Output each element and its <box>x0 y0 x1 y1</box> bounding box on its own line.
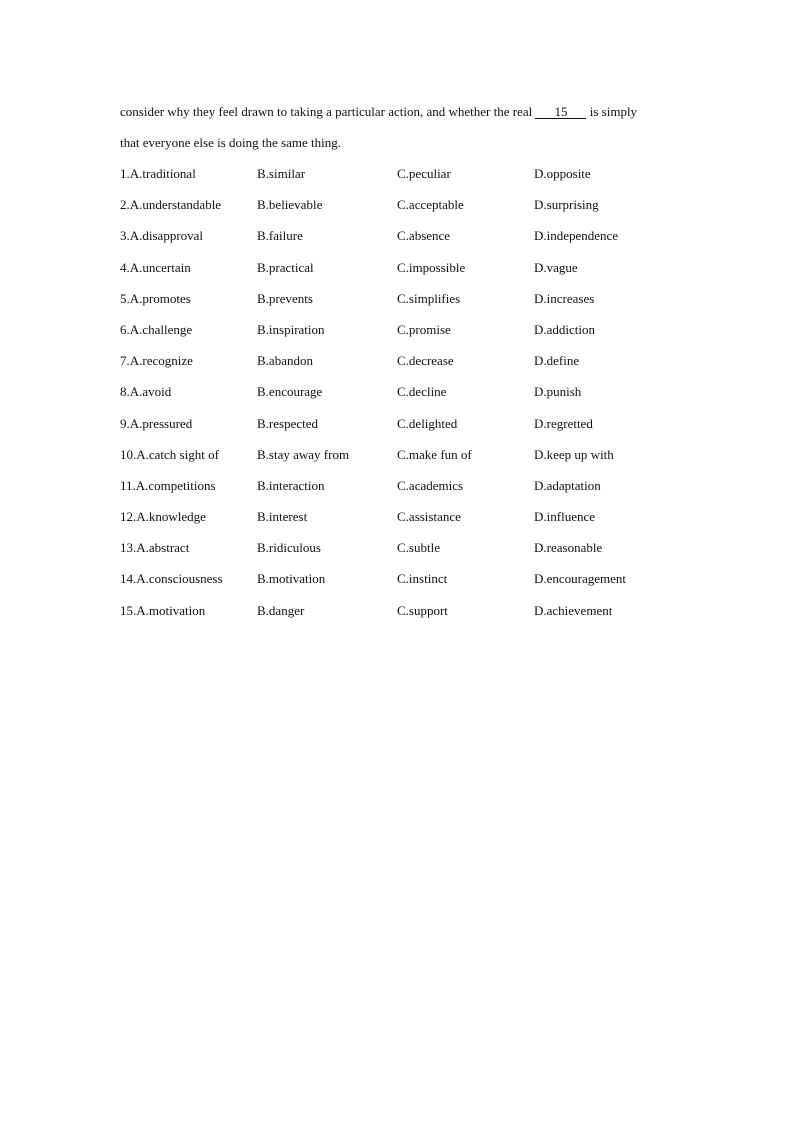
option-b: B.prevents <box>257 290 313 306</box>
passage-text-before-blank: consider why they feel drawn to taking a particular action, and whether the real <box>120 104 533 119</box>
option-b: B.abandon <box>257 353 313 369</box>
question-row <box>120 509 680 540</box>
option-a: 15.A.motivation <box>120 602 206 618</box>
option-c: C.make fun of <box>397 446 472 462</box>
question-row <box>120 478 680 509</box>
option-a: 12.A.knowledge <box>120 509 206 525</box>
option-a: 2.A.understandable <box>120 197 222 213</box>
option-d: D.punish <box>534 384 582 400</box>
option-b: B.danger <box>257 602 305 618</box>
option-c: C.acceptable <box>397 197 464 213</box>
option-a: 13.A.abstract <box>120 540 190 556</box>
passage-line-1 <box>120 104 637 120</box>
option-a: 6.A.challenge <box>120 321 193 337</box>
question-row <box>120 197 680 228</box>
option-a: 5.A.promotes <box>120 290 191 306</box>
option-b: B.inspiration <box>257 321 325 337</box>
option-b: B.failure <box>257 228 303 244</box>
option-b: B.interest <box>257 509 308 525</box>
option-c: C.peculiar <box>397 166 451 181</box>
option-d: D.adaptation <box>534 477 601 493</box>
question-row <box>120 228 680 259</box>
option-d: D.achievement <box>534 602 613 618</box>
option-d: D.keep up with <box>534 446 614 462</box>
option-c: C.absence <box>397 228 451 244</box>
question-row <box>120 166 680 197</box>
question-row <box>120 353 680 384</box>
option-b: B.practical <box>257 259 314 275</box>
question-row <box>120 571 680 602</box>
answer-options-list <box>120 166 680 634</box>
question-row <box>120 322 680 353</box>
option-c: C.subtle <box>397 540 440 556</box>
option-a: 8.A.avoid <box>120 384 172 400</box>
option-b: B.believable <box>257 197 323 213</box>
option-d: D.independence <box>534 228 619 244</box>
question-row <box>120 447 680 478</box>
question-row <box>120 291 680 322</box>
question-row <box>120 416 680 447</box>
option-b: B.motivation <box>257 571 326 587</box>
option-d: D.addiction <box>534 321 596 337</box>
option-a: 1.A.traditional <box>120 166 196 181</box>
question-row <box>120 603 680 634</box>
option-c: C.academics <box>397 477 464 493</box>
option-c: C.impossible <box>397 259 466 275</box>
option-a: 7.A.recognize <box>120 353 193 369</box>
option-a: 10.A.catch sight of <box>120 446 219 462</box>
option-c: C.assistance <box>397 509 461 525</box>
option-c: C.decrease <box>397 353 454 369</box>
option-c: C.decline <box>397 384 447 400</box>
option-d: D.encouragement <box>534 571 627 587</box>
option-d: D.opposite <box>534 166 591 181</box>
option-d: D.define <box>534 353 580 369</box>
option-b: B.stay away from <box>257 446 350 462</box>
question-row <box>120 260 680 291</box>
option-a: 11.A.competitions <box>120 477 216 493</box>
option-a: 14.A.consciousness <box>120 571 223 587</box>
option-b: B.interaction <box>257 477 325 493</box>
option-b: B.ridiculous <box>257 540 321 556</box>
option-b: B.respected <box>257 415 319 431</box>
option-a: 3.A.disapproval <box>120 228 204 244</box>
option-d: D.reasonable <box>534 540 603 556</box>
option-d: D.influence <box>534 509 596 525</box>
question-row <box>120 540 680 571</box>
passage-line-2 <box>120 135 341 151</box>
option-a: 4.A.uncertain <box>120 259 191 275</box>
passage-text-after-blank: is simply <box>589 104 638 119</box>
question-row <box>120 384 680 415</box>
option-c: C.instinct <box>397 571 448 587</box>
option-c: C.simplifies <box>397 290 461 306</box>
option-d: D.increases <box>534 290 595 306</box>
passage-text-line-2: that everyone else is doing the same thing. <box>120 135 341 150</box>
option-d: D.surprising <box>534 197 599 213</box>
option-c: C.promise <box>397 321 451 337</box>
option-c: C.support <box>397 602 448 618</box>
option-a: 9.A.pressured <box>120 415 193 431</box>
answer-blank-15: 15 <box>535 105 586 119</box>
option-d: D.vague <box>534 259 578 275</box>
option-d: D.regretted <box>534 415 593 431</box>
option-c: C.delighted <box>397 415 458 431</box>
option-b: B.similar <box>257 166 306 181</box>
option-b: B.encourage <box>257 384 323 400</box>
